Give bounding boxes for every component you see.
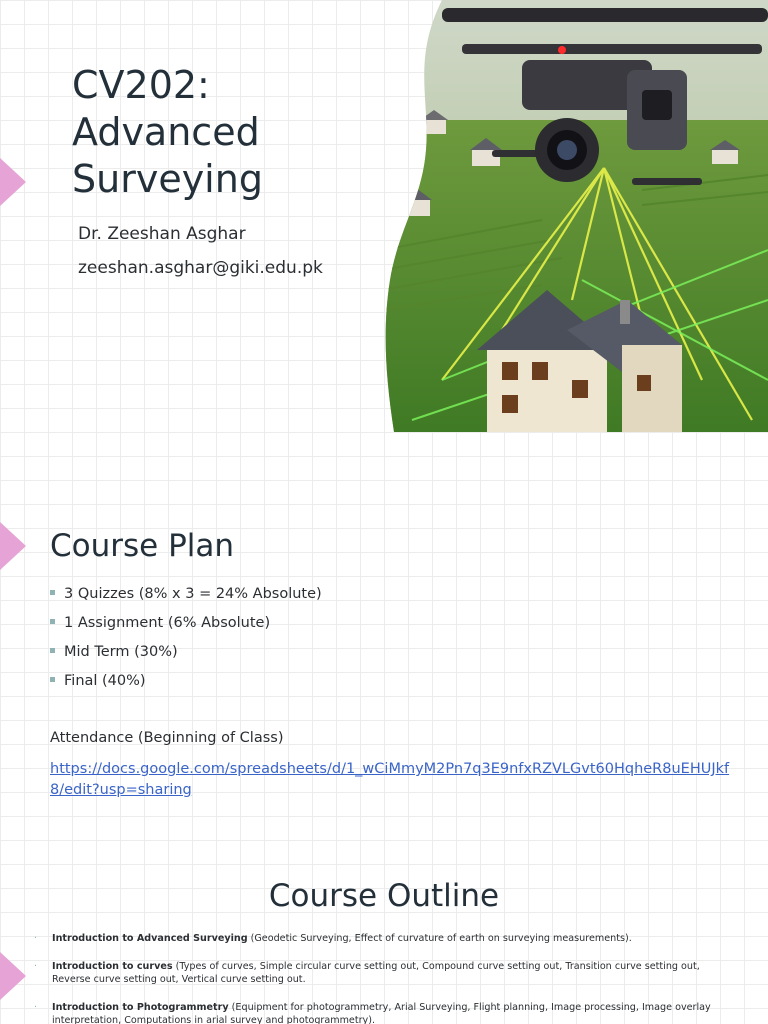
list-item: 1 Assignment (6% Absolute) xyxy=(50,613,322,642)
list-item xyxy=(34,932,734,946)
bullet-icon: · xyxy=(34,933,38,944)
bullet-icon xyxy=(50,648,55,653)
instructor-email: zeeshan.asghar@giki.edu.pk xyxy=(78,258,323,278)
course-title-line: Surveying xyxy=(72,157,263,201)
list-item: 3 Quizzes (8% x 3 = 24% Absolute) xyxy=(50,584,322,613)
outline-detail: (Types of curves, Simple circular curve setting out, Compound curve setting out, Transition curve setting out, Reverse curve setting out, Vertical curve setting out. xyxy=(52,960,700,985)
course-plan-slide xyxy=(0,480,768,830)
attendance-link[interactable]: https://docs.google.com/spreadsheets/d/1_wCiMmyM2Pn7q3E9nfxRZVLGvt60HqheR8uEHUJkf8/edit?usp=sharing xyxy=(50,761,730,798)
outline-detail: (Equipment for photogrammetry, Arial Surveying, Flight planning, Image processing, Image overlay interpretation, Computations in arial survey and photogrammetry). xyxy=(52,1001,711,1024)
list-item: Final (40%) xyxy=(50,671,322,700)
course-title xyxy=(72,62,392,203)
title-slide xyxy=(0,0,768,432)
slide-marker-triangle xyxy=(0,522,26,570)
course-outline-slide xyxy=(0,860,768,1024)
list-item xyxy=(34,960,734,987)
course-plan-list xyxy=(50,584,322,700)
course-outline-title: Course Outline xyxy=(268,878,500,914)
bullet-icon xyxy=(50,590,55,595)
course-title-line: Advanced xyxy=(72,110,260,154)
bullet-icon xyxy=(50,677,55,682)
course-outline-list xyxy=(34,932,734,1024)
slide-marker-triangle xyxy=(0,952,26,1000)
course-title-line: CV202: xyxy=(72,63,210,107)
list-item: Mid Term (30%) xyxy=(50,642,322,671)
course-plan-title: Course Plan xyxy=(50,528,235,564)
bullet-icon: · xyxy=(34,960,38,972)
bullet-icon xyxy=(50,619,55,624)
bullet-icon: · xyxy=(34,1001,38,1013)
outline-heading: Introduction to curves xyxy=(52,960,173,972)
outline-heading: Introduction to Photogrammetry xyxy=(52,1001,229,1013)
outline-heading: Introduction to Advanced Surveying xyxy=(52,933,248,944)
slide-marker-triangle xyxy=(0,158,26,206)
instructor-name: Dr. Zeeshan Asghar xyxy=(78,224,246,244)
outline-detail: (Geodetic Surveying, Effect of curvature of earth on surveying measurements). xyxy=(247,933,632,944)
attendance-label: Attendance (Beginning of Class) xyxy=(50,730,284,746)
list-item xyxy=(34,1001,734,1024)
drone-lidar-survey-image xyxy=(382,0,768,432)
